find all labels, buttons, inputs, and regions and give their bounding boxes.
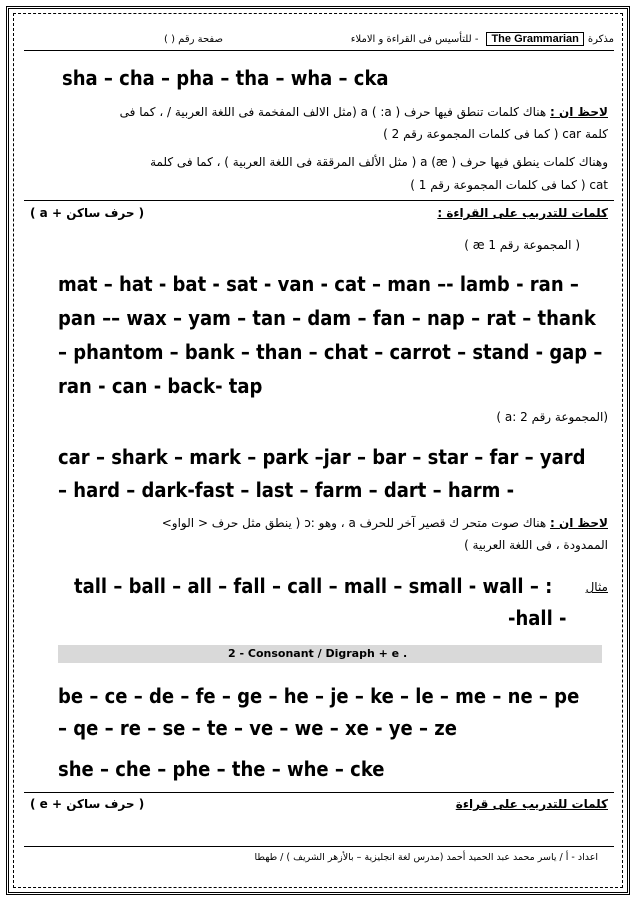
memo-label: مذكرة — [587, 33, 614, 45]
header-rule — [24, 50, 614, 51]
section-2-title: 2 - Consonant / Digraph + e . — [228, 647, 408, 660]
digraph-a-line: sha – cha – pha – tha – wha – cka — [62, 66, 389, 90]
group-3-line: tall – ball – all – fall – call – mall – small - wall – : — [74, 574, 553, 598]
training-1-tag: ( حرف ساكن + a ) — [30, 206, 145, 220]
group-2-line: car – shark – mark – park –jar – bar – star – far – yard — [58, 445, 586, 469]
footer-credit: اعداد - أ / ياسر محمد عبد الحميد أحمد (مدرس لغة انجليزية – بالأزهر الشريف ) / طهطا — [254, 852, 598, 863]
section-2-heading — [58, 645, 602, 663]
group-1-line: – phantom – bank – than – chat – carrot – stand - gap – — [58, 340, 603, 364]
page-number-label: صفحة رقم ( ) — [164, 33, 223, 45]
training-2-title: كلمات للتدريب على قراءة — [455, 797, 608, 811]
group-1-line: pan –– wax – yam – tan – dam – fan – nap – rat – thank — [58, 306, 596, 330]
note-3-line-a — [162, 516, 608, 530]
note-3-line-b: الممدودة ، فى اللغة العربية ) — [464, 538, 608, 552]
footer-rule — [24, 846, 614, 847]
note-1-text-a: هناك كلمات تنطق فيها حرف a ( :a ) (مثل الالف المفخمة فى اللغة العربية / ، كما فى — [119, 105, 547, 119]
note-1-label: لاحظ ان : — [550, 105, 608, 119]
e-line: – qe – re – se – te – ve – we – xe - ye – ze — [58, 716, 457, 740]
section-rule-1 — [24, 200, 614, 201]
training-2-heading — [456, 797, 608, 811]
group-2-label: (المجموعة رقم 2 :a ) — [496, 410, 608, 424]
note-3-text-a: هناك صوت متحر ك قصير آخر للحرف a ، وهو :ɔ ( ينطق مثل حرف < الواو> — [161, 516, 547, 530]
example-label: مثال — [585, 580, 608, 594]
training-1-heading — [437, 206, 608, 220]
group-1-line: ran - can - back- tap — [58, 374, 263, 398]
section-rule-2 — [24, 792, 614, 793]
brand-box: The Grammarian — [486, 32, 583, 46]
e-line: be – ce – de – fe – ge – he – je – ke – le – me – ne – pe — [58, 684, 580, 708]
note-1-line-a — [120, 105, 608, 119]
group-3-line: -hall - — [508, 606, 567, 630]
group-1-label: ( المجموعة رقم 1 æ ) — [464, 238, 580, 252]
training-1-title: كلمات للتدريب على القراءة : — [437, 206, 608, 220]
note-2-line-a: وهناك كلمات ينطق فيها حرف a (æ ) ( مثل الألف المرققة فى اللغة العربية ) ، كما فى كلمة — [150, 155, 608, 169]
note-1-line-b: كلمة car ( كما فى كلمات المجموعة رقم 2 ) — [383, 127, 608, 141]
note-2-line-b: cat ( كما فى كلمات المجموعة رقم 1 ) — [410, 178, 608, 192]
page-header — [24, 30, 614, 48]
training-2-tag: ( حرف ساكن + e ) — [30, 797, 145, 811]
group-1-line: mat – hat - bat - sat - van - cat – man –- lamb - ran – — [58, 272, 579, 296]
subject-title: - للتأسيس فى القراءة و الاملاء — [350, 33, 479, 45]
group-2-line: – hard – dark-fast – last – farm – dart – harm - — [58, 478, 515, 502]
e-line: she – che – phe – the – whe – cke — [58, 757, 385, 781]
note-3-label: لاحظ ان : — [550, 516, 608, 530]
